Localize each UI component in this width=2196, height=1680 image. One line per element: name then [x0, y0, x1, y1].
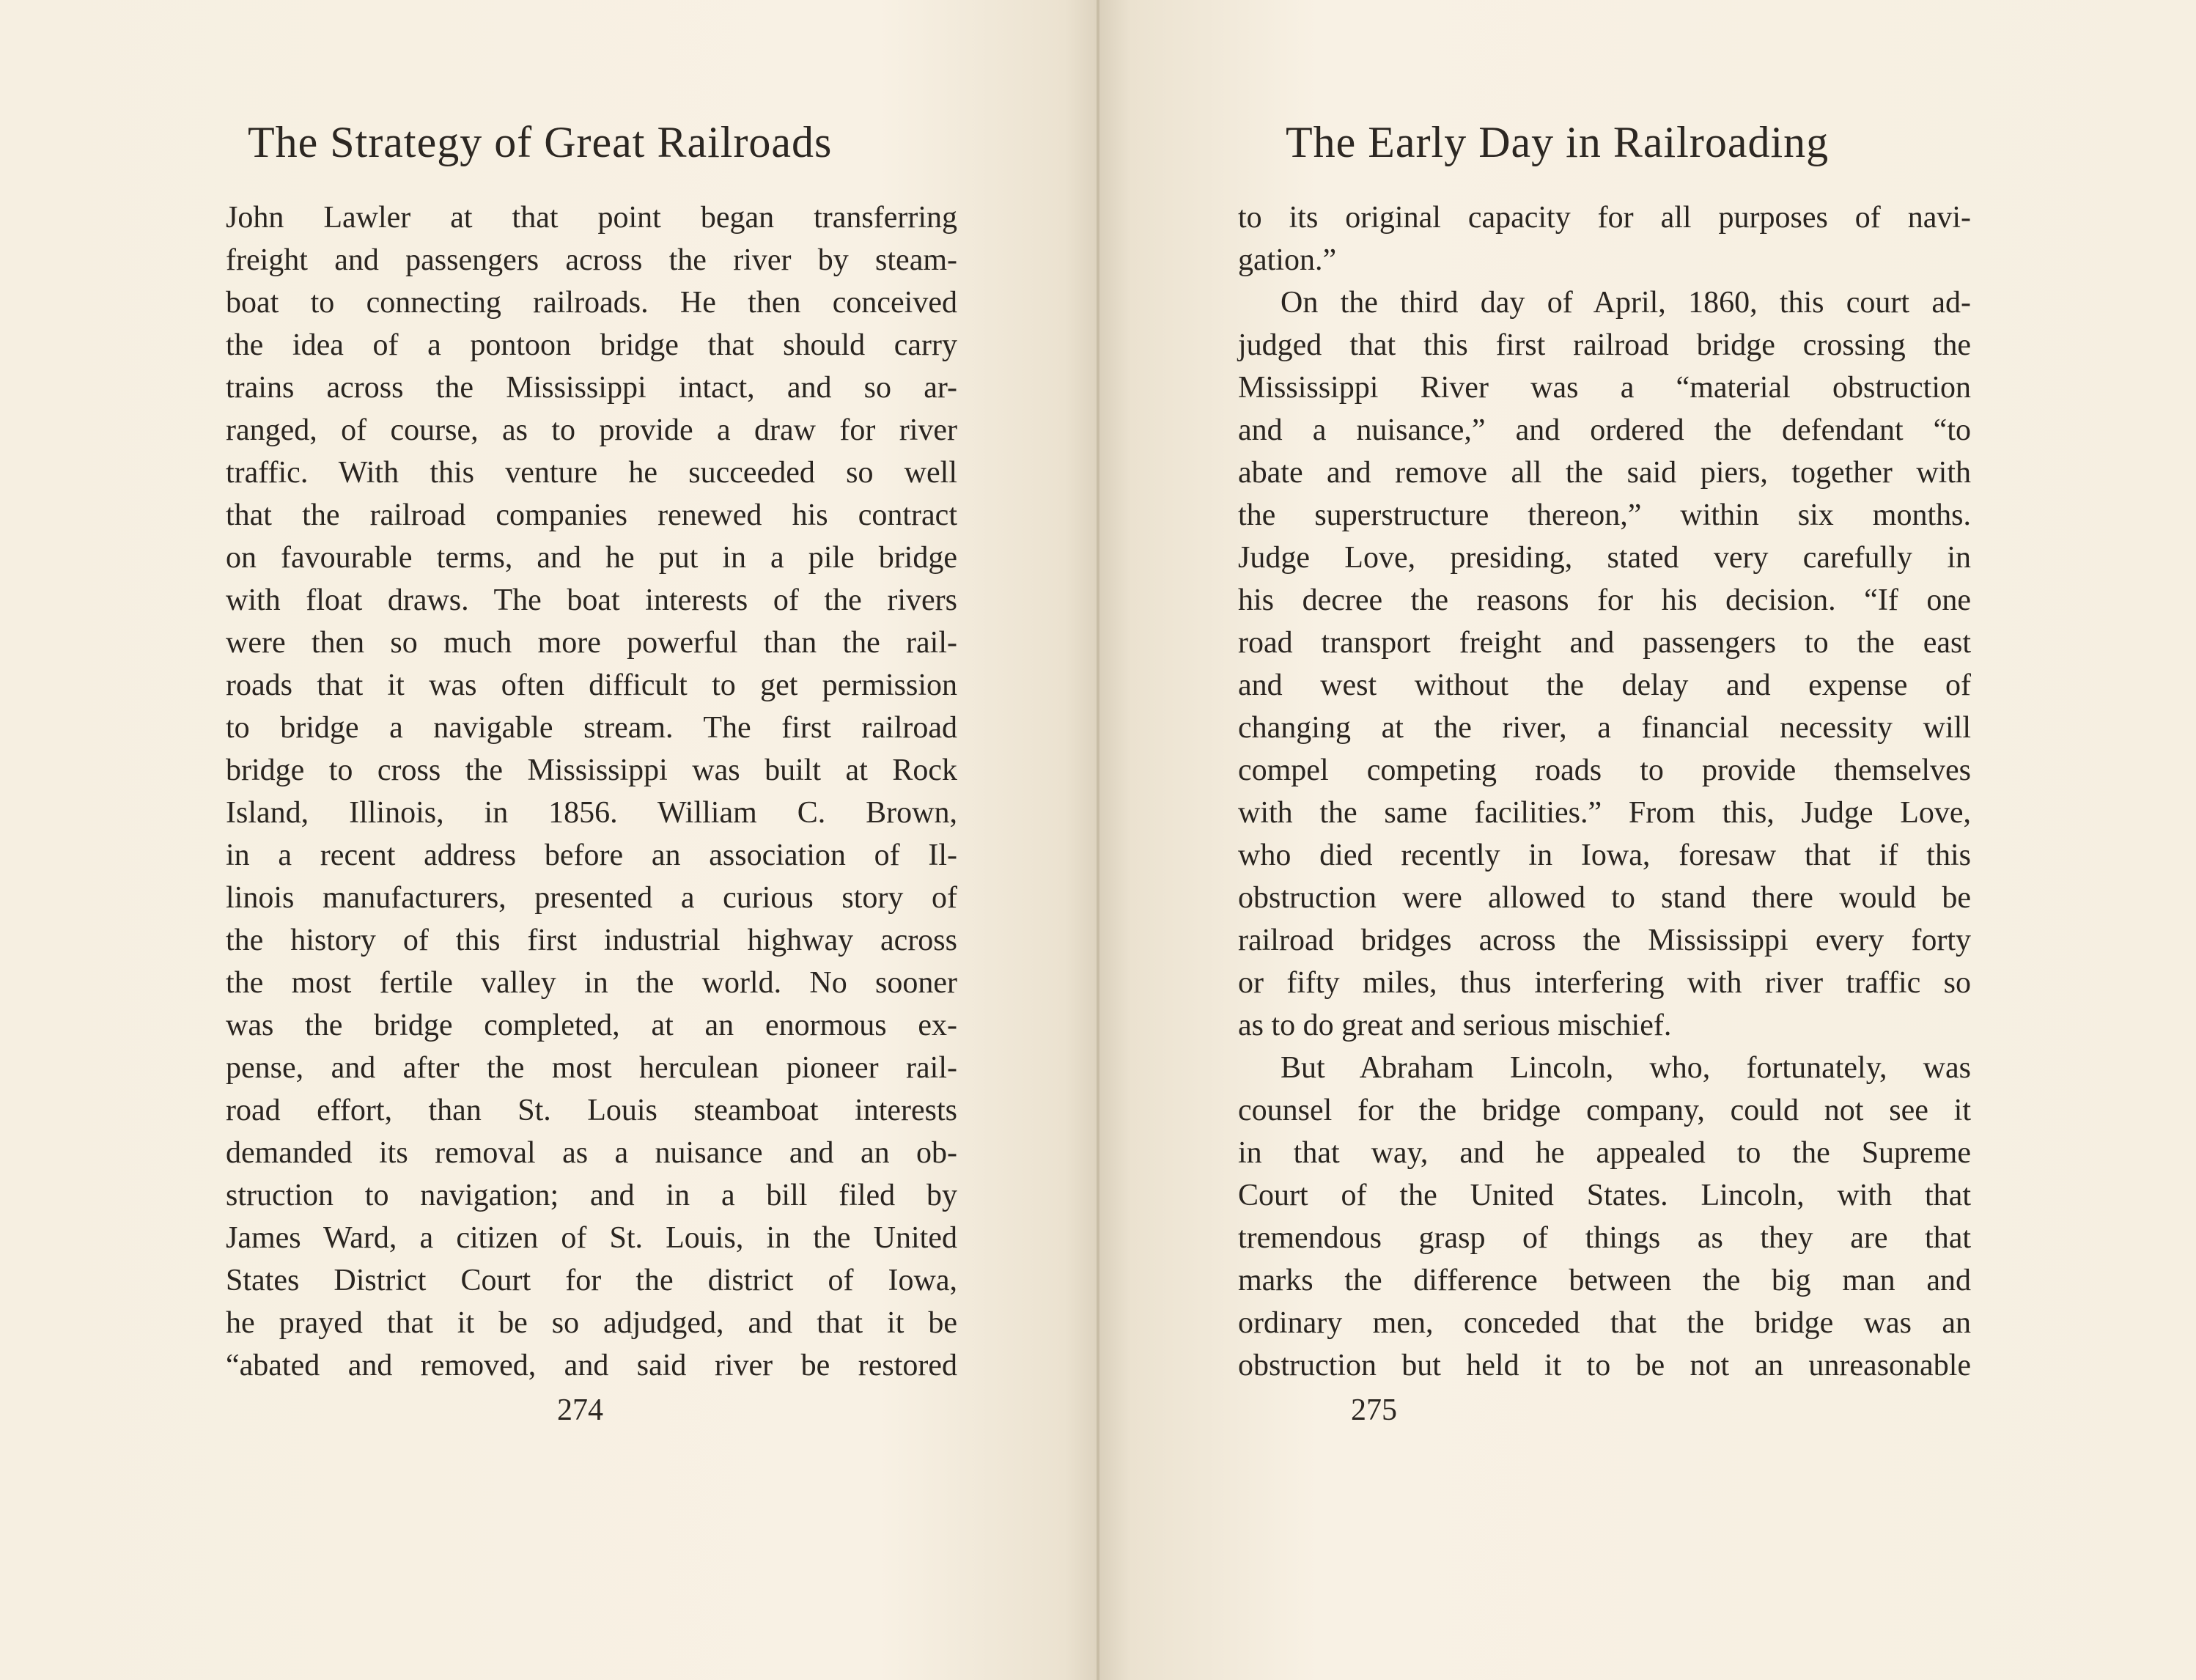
text-line: struction to navigation; and in a bill filed by — [226, 1179, 957, 1212]
right-page — [1098, 0, 2196, 1680]
text-line: judged that this first railroad bridge crossing the — [1238, 328, 1971, 362]
text-line: the superstructure thereon,” within six months. — [1238, 498, 1971, 532]
text-line: railroad bridges across the Mississippi every forty — [1238, 924, 1971, 957]
text-line: compel competing roads to provide themselves — [1238, 754, 1971, 787]
text-line: the idea of a pontoon bridge that should carry — [226, 328, 957, 362]
text-line: were then so much more powerful than the rail- — [226, 626, 957, 660]
text-line: On the third day of April, 1860, this court ad- — [1281, 286, 1971, 320]
text-line: obstruction but held it to be not an unreasonable — [1238, 1349, 1971, 1382]
text-line: “abated and removed, and said river be restored — [226, 1349, 957, 1382]
body-text — [1238, 196, 1971, 1387]
page-number: 275 — [1351, 1393, 1397, 1427]
text-line: But Abraham Lincoln, who, fortunately, was — [1281, 1051, 1971, 1085]
text-line: to its original capacity for all purposes of navi- — [1238, 201, 1971, 235]
running-head: The Early Day in Railroading — [1286, 118, 1830, 166]
text-line: with float draws. The boat interests of the rivers — [226, 583, 957, 617]
text-line: as to do great and serious mischief. — [1238, 1009, 1672, 1042]
text-line: to bridge a navigable stream. The first railroad — [226, 711, 957, 745]
text-line: he prayed that it be so adjudged, and that it be — [226, 1306, 957, 1340]
page-number: 274 — [557, 1393, 603, 1427]
text-line: Island, Illinois, in 1856. William C. Brown, — [226, 796, 957, 830]
text-line: on favourable terms, and he put in a pile bridge — [226, 541, 957, 575]
text-line: pense, and after the most herculean pioneer rail- — [226, 1051, 957, 1085]
text-line: counsel for the bridge company, could not see it — [1238, 1094, 1971, 1127]
text-line: States District Court for the district of Iowa, — [226, 1264, 957, 1297]
body-text — [226, 196, 957, 1387]
text-line: ranged, of course, as to provide a draw for river — [226, 413, 957, 447]
text-line: the most fertile valley in the world. No sooner — [226, 966, 957, 1000]
text-line: in that way, and he appealed to the Supreme — [1238, 1136, 1971, 1170]
text-line: who died recently in Iowa, foresaw that if this — [1238, 839, 1971, 872]
text-line: abate and remove all the said piers, together with — [1238, 456, 1971, 490]
text-line: his decree the reasons for his decision. “If one — [1238, 583, 1971, 617]
text-line: the history of this first industrial highway across — [226, 924, 957, 957]
text-line: James Ward, a citizen of St. Louis, in the United — [226, 1221, 957, 1255]
book-gutter — [1097, 0, 1099, 1680]
text-line: ordinary men, conceded that the bridge was an — [1238, 1306, 1971, 1340]
text-line: or fifty miles, thus interfering with river traffic so — [1238, 966, 1971, 1000]
text-line: John Lawler at that point began transferring — [226, 201, 957, 235]
text-line: was the bridge completed, at an enormous ex- — [226, 1009, 957, 1042]
text-line: trains across the Mississippi intact, and so ar- — [226, 371, 957, 405]
text-line: in a recent address before an association of Il- — [226, 839, 957, 872]
text-line: road effort, than St. Louis steamboat interests — [226, 1094, 957, 1127]
text-line: Mississippi River was a “material obstruction — [1238, 371, 1971, 405]
text-line: demanded its removal as a nuisance and an ob- — [226, 1136, 957, 1170]
text-line: and a nuisance,” and ordered the defendant “to — [1238, 413, 1971, 447]
text-line: that the railroad companies renewed his contract — [226, 498, 957, 532]
text-line: tremendous grasp of things as they are that — [1238, 1221, 1971, 1255]
text-line: roads that it was often difficult to get permission — [226, 668, 957, 702]
text-line: road transport freight and passengers to the east — [1238, 626, 1971, 660]
text-line: Court of the United States. Lincoln, with that — [1238, 1179, 1971, 1212]
text-line: linois manufacturers, presented a curious story of — [226, 881, 957, 915]
running-head: The Strategy of Great Railroads — [248, 118, 833, 166]
text-line: obstruction were allowed to stand there would be — [1238, 881, 1971, 915]
text-line: traffic. With this venture he succeeded so well — [226, 456, 957, 490]
text-line: freight and passengers across the river by steam- — [226, 243, 957, 277]
text-line: Judge Love, presiding, stated very carefully in — [1238, 541, 1971, 575]
text-line: with the same facilities.” From this, Judge Love, — [1238, 796, 1971, 830]
text-line: boat to connecting railroads. He then conceived — [226, 286, 957, 320]
text-line: and west without the delay and expense of — [1238, 668, 1971, 702]
text-line: changing at the river, a financial necessity will — [1238, 711, 1971, 745]
text-line: marks the difference between the big man and — [1238, 1264, 1971, 1297]
text-line: bridge to cross the Mississippi was built at Rock — [226, 754, 957, 787]
text-line: gation.” — [1238, 243, 1337, 277]
